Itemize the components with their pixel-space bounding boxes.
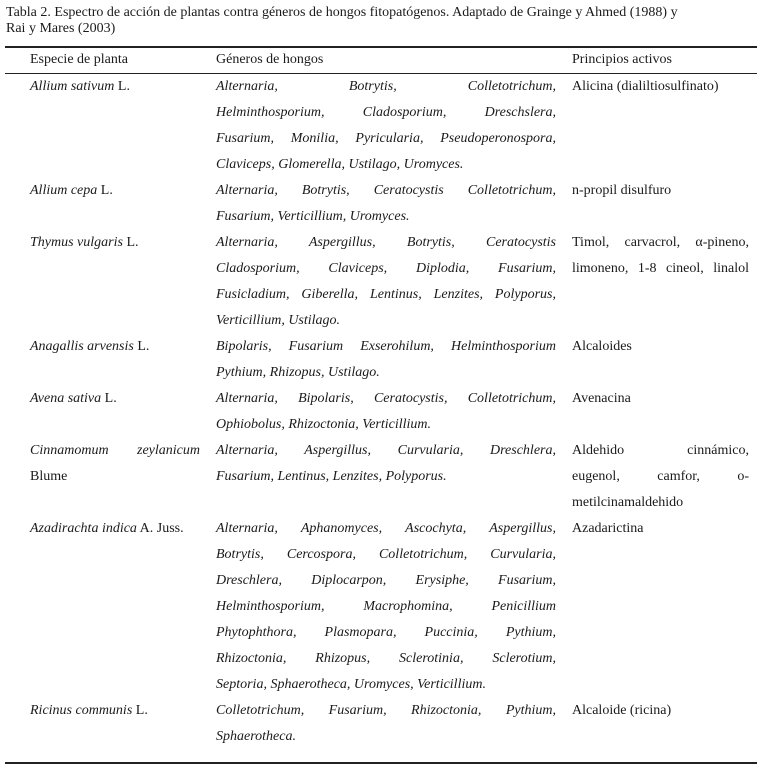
actives-line: Aldehido cinnámico, [572, 443, 749, 458]
genera-line: Alternaria, Aspergillus, Botrytis, Ceratocystis [216, 235, 556, 250]
header-species: Especie de planta [30, 52, 128, 67]
genera-line: Botrytis, Cercospora, Colletotrichum, Curvularia, [216, 547, 556, 562]
genera-line: Fusarium, Monilia, Pyricularia, Pseudoperonospora, [216, 131, 556, 146]
table-caption [6, 5, 756, 37]
header-genera: Géneros de hongos [216, 52, 324, 67]
genera-line: Dreschlera, Diplocarpon, Erysiphe, Fusarium, [216, 573, 556, 588]
header-actives: Principios activos [572, 52, 672, 67]
species-name: Avena sativa [30, 391, 102, 406]
genera-line: Sphaerotheca. [216, 729, 296, 744]
species-line [30, 698, 200, 724]
species-author: L. [122, 235, 139, 250]
species-line [30, 516, 200, 542]
genera-line: Alternaria, Aspergillus, Curvularia, Dreschlera, [216, 443, 556, 458]
genera-line: Ophiobolus, Rhizoctonia, Verticillium. [216, 417, 432, 432]
genera-line: Fusarium, Verticillium, Uromyces. [216, 209, 410, 224]
species-cell [30, 516, 200, 542]
species-cell [30, 698, 200, 724]
actives-line: Alcaloides [572, 339, 632, 354]
actives-line: metilcinamaldehido [572, 495, 684, 510]
actives-cell [572, 178, 749, 204]
species-cell [30, 74, 200, 100]
actives-line: Alicina (dialiltiosulfinato) [572, 79, 719, 94]
actives-cell [572, 698, 749, 724]
actives-cell [572, 516, 749, 542]
species-name: Thymus vulgaris [30, 235, 123, 250]
genera-line: Cladosporium, Claviceps, Diplodia, Fusarium, [216, 261, 556, 276]
actives-line: Alcaloide (ricina) [572, 703, 672, 718]
actives-line: Azadarictina [572, 521, 644, 536]
genera-line: Pythium, Rhizopus, Ustilago. [216, 365, 380, 380]
genera-cell [216, 386, 556, 438]
actives-cell [572, 386, 749, 412]
genera-line: Helminthosporium, Cladosporium, Dreschslera, [216, 105, 556, 120]
caption-line-2: Rai y Mares (2003) [6, 21, 116, 36]
genera-cell [216, 516, 556, 698]
species-author: L. [133, 339, 150, 354]
genera-line: Alternaria, Bipolaris, Ceratocystis, Colletotrichum, [216, 391, 556, 406]
genera-cell [216, 698, 556, 750]
species-author: L. [114, 79, 130, 94]
species-cell [30, 438, 200, 490]
species-line [30, 438, 200, 464]
caption-line-1: Tabla 2. Espectro de acción de plantas contra géneros de hongos fitopatógenos. Adaptado de Grainge y Ahmed (1988) y [6, 5, 678, 20]
genera-cell [216, 334, 556, 386]
species-line [30, 230, 200, 256]
genera-line: Alternaria, Aphanomyces, Ascochyta, Aspergillus, [216, 521, 556, 536]
genera-line: Phytophthora, Plasmopara, Puccinia, Pythium, [216, 625, 556, 640]
actives-cell [572, 438, 749, 516]
species-name: Allium cepa [30, 183, 98, 198]
species-cell [30, 334, 200, 360]
genera-line: Colletotrichum, Fusarium, Rhizoctonia, Pythium, [216, 703, 556, 718]
actives-cell [572, 334, 749, 360]
genera-line: Rhizoctonia, Rhizopus, Sclerotinia, Sclerotium, [216, 651, 556, 666]
species-name: Anagallis arvensis [30, 339, 134, 354]
species-name: Ricinus communis [30, 703, 133, 718]
genera-line: Septoria, Sphaerotheca, Uromyces, Verticillium. [216, 677, 486, 692]
species-cell [30, 178, 200, 204]
species-line [30, 74, 200, 100]
genera-cell [216, 230, 556, 334]
species-author: L. [97, 183, 113, 198]
genera-line: Alternaria, Botrytis, Ceratocystis Colletotrichum, [216, 183, 556, 198]
genera-line: Helminthosporium, Macrophomina, Penicillium [216, 599, 556, 614]
species-line [30, 386, 200, 412]
species-author: Blume [30, 469, 68, 484]
species-cell [30, 230, 200, 256]
genera-cell [216, 178, 556, 230]
actives-line: Avenacina [572, 391, 631, 406]
species-author: L. [132, 703, 148, 718]
genera-line: Fusicladium, Giberella, Lentinus, Lenzites, Polyporus, [216, 287, 556, 302]
species-line [30, 334, 200, 360]
actives-line: eugenol, camfor, o- [572, 469, 749, 484]
actives-line: Timol, carvacrol, α-pineno, [572, 235, 749, 250]
genera-line: Bipolaris, Fusarium Exserohilum, Helminthosporium [216, 339, 556, 354]
species-author: L. [101, 391, 117, 406]
genera-line: Alternaria, Botrytis, Colletotrichum, [216, 79, 556, 94]
species-name: Azadirachta indica [30, 521, 137, 536]
actives-line: n-propil disulfuro [572, 183, 672, 198]
genera-line: Fusarium, Lentinus, Lenzites, Polyporus. [216, 469, 447, 484]
genera-cell [216, 438, 556, 490]
species-name: Allium sativum [30, 79, 115, 94]
actives-cell [572, 230, 749, 282]
species-cell [30, 386, 200, 412]
genera-cell [216, 74, 556, 178]
genera-line: Verticillium, Ustilago. [216, 313, 341, 328]
species-name: Cinnamomum zeylanicum [30, 443, 200, 458]
genera-line: Claviceps, Glomerella, Ustilago, Uromyces. [216, 157, 464, 172]
actives-cell [572, 74, 749, 100]
species-author: A. Juss. [136, 521, 184, 536]
actives-line: limoneno, 1-8 cineol, linalol [572, 261, 749, 276]
species-line [30, 178, 200, 204]
table-bottom-rule [5, 762, 757, 764]
